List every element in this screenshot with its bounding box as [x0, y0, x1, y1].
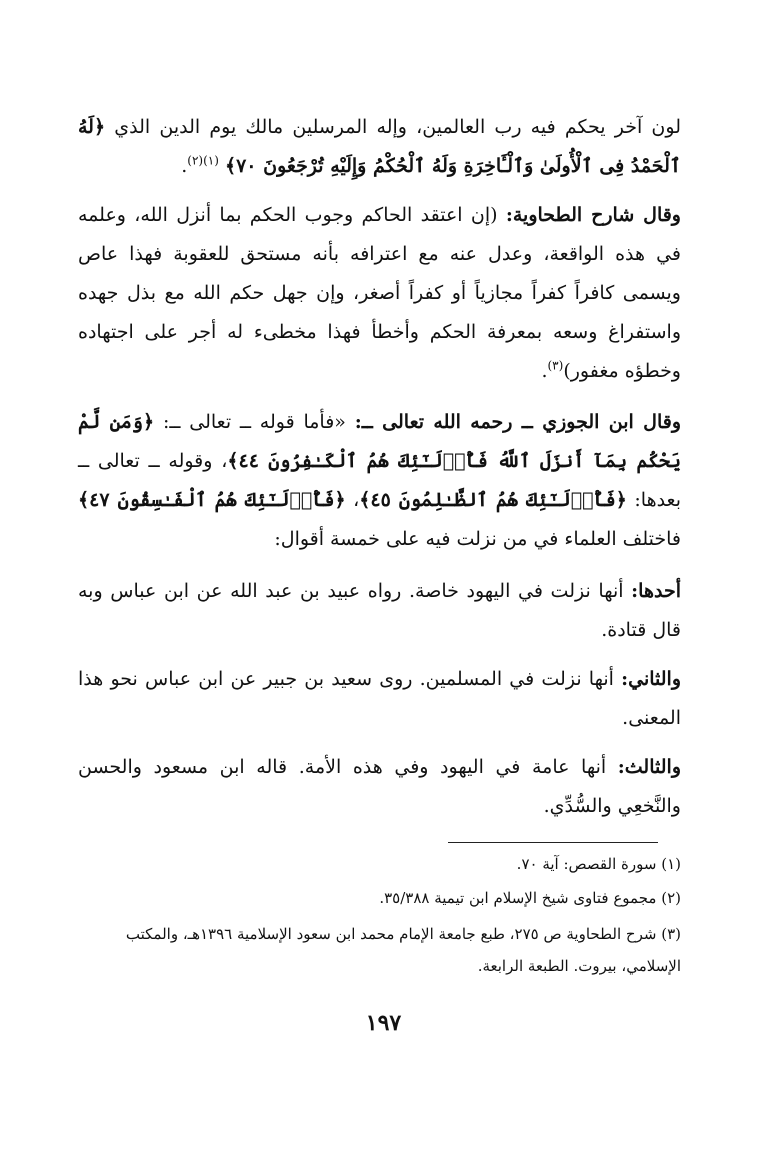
paragraph-6-label: والثالث:: [617, 756, 681, 778]
quran-verse-maidah-44: ﴿وَمَن لَّمْ يَحْكُم بِمَآ أَنزَلَ ٱللَّهُ فَأُو۟لَـٰٓئِكَ هُمُ ٱلْكَـٰفِرُونَ ٤٤﴾: [78, 411, 681, 472]
quran-verse-maidah-45: ﴿فَأُو۟لَـٰٓئِكَ هُمُ ٱلظَّـٰلِمُونَ ٤٥﴾: [359, 489, 627, 511]
paragraph-3-text-3: فاختلف العلماء في من نزلت فيه على خمسة أقوال:: [274, 528, 681, 550]
footnote-1: [78, 848, 681, 880]
footnote-2: [78, 882, 681, 914]
footnote-3-text: شرح الطحاوية ص ٢٧٥، طبع جامعة الإمام محمد ابن سعود الإسلامية ١٣٩٦هـ، والمكتب الإسلامي، بيروت. الطبعة الرابعة.: [125, 925, 681, 975]
footnote-1-number: (١): [661, 855, 681, 873]
paragraph-1-text: لون آخر يحكم فيه رب العالمين، وإله المرسلين مالك يوم الدين الذي: [114, 116, 681, 138]
paragraph-3-text-1: «فأما قوله ــ تعالى ــ:: [162, 411, 346, 433]
paragraph-4-text: أنها نزلت في اليهود خاصة. رواه عبيد بن عبد الله عن ابن عباس وبه قال قتادة.: [78, 580, 681, 641]
footnote-ref-1[interactable]: (١): [203, 153, 219, 168]
paragraph-5-label: والثاني:: [621, 668, 681, 690]
footnote-3-number: (٣): [661, 925, 681, 943]
paragraph-4: [78, 572, 681, 650]
paragraph-4-label: أحدها:: [631, 580, 681, 602]
quran-verse-maidah-47: ﴿فَأُو۟لَـٰٓئِكَ هُمُ ٱلْفَـٰسِقُونَ ٤٧﴾: [78, 489, 346, 511]
paragraph-3-label: وقال ابن الجوزي ــ رحمه الله تعالى ــ:: [354, 411, 681, 433]
footnote-divider: [448, 842, 658, 843]
paragraph-3-text-2: ، وقوله ــ تعالى ــ بعدها:: [78, 450, 682, 511]
paragraph-2-text: (إن اعتقد الحاكم وجوب الحكم بما أنزل الله، وعلمه في هذه الواقعة، وعدل عنه مع اعترافه بأنه مستحق للعقوبة فهذا عاص ويسمى كافراً كفراً مجازياً أو كفراً أصغر، وإن جهل حكم الله مع بذل جهده واستفراغ وسعه بمعرفة الحكم وأخطأ فهذا مخطىء له أجر على اجتهاده وخطؤه مغفور): [78, 204, 682, 382]
paragraph-3: وقال ابن الجوزي ــ رحمه الله تعالى ــ: «فأما قوله ــ تعالى ــ: ﴿وَمَن لَّمْ يَحْكُم بِمَآ أَنزَلَ ٱللَّهُ فَأُو۟لَـٰٓئِكَ هُمُ ٱلْكَـٰفِرُونَ ٤٤﴾، وقوله ــ تعالى ــ بعدها: ﴿فَأُو۟لَـٰٓئِكَ هُمُ ٱلظَّـٰلِمُونَ ٤٥﴾، ﴿فَأُو۟لَـٰٓئِكَ هُمُ ٱلْفَـٰسِقُونَ ٤٧﴾ فاختلف العلماء في من نزلت فيه على خمسة أقوال:: [78, 411, 682, 550]
footnote-1-text: سورة القصص: آية ٧٠.: [516, 855, 657, 873]
paragraph-2-label: وقال شارح الطحاوية:: [505, 204, 681, 226]
paragraph-6: [78, 748, 681, 826]
paragraph-5: [78, 660, 681, 738]
paragraph-5-text: أنها نزلت في المسلمين. روى سعيد بن جبير عن ابن عباس نحو هذا المعنى.: [78, 668, 681, 729]
paragraph-1: [78, 108, 681, 186]
footnote-3: [78, 918, 681, 982]
paragraph-2-end: .: [541, 360, 548, 382]
paragraph-1-end: .: [181, 155, 188, 177]
footnote-2-text: مجموع فتاوى شيخ الإسلام ابن تيمية ٣٥/٣٨٨.: [379, 889, 657, 907]
paragraph-6-text: أنها عامة في اليهود وفي هذه الأمة. قاله ابن مسعود والحسن والنَّخعِي والسُّدِّي.: [78, 756, 681, 817]
paragraph-2: [78, 196, 681, 391]
quran-verse-qasas-70: ﴿لَهُ ٱلْحَمْدُ فِى ٱلْأُولَىٰ وَٱلْـَٔاخِرَةِ وَلَهُ ٱلْحُكْمُ وَإِلَيْهِ تُرْجَعُونَ ٧٠﴾: [78, 116, 681, 177]
footnote-2-number: (٢): [661, 889, 681, 907]
page-number: ١٩٧: [365, 1010, 402, 1036]
footnote-ref-2[interactable]: (٢): [187, 153, 204, 168]
footnote-ref-3[interactable]: (٣): [547, 358, 564, 373]
